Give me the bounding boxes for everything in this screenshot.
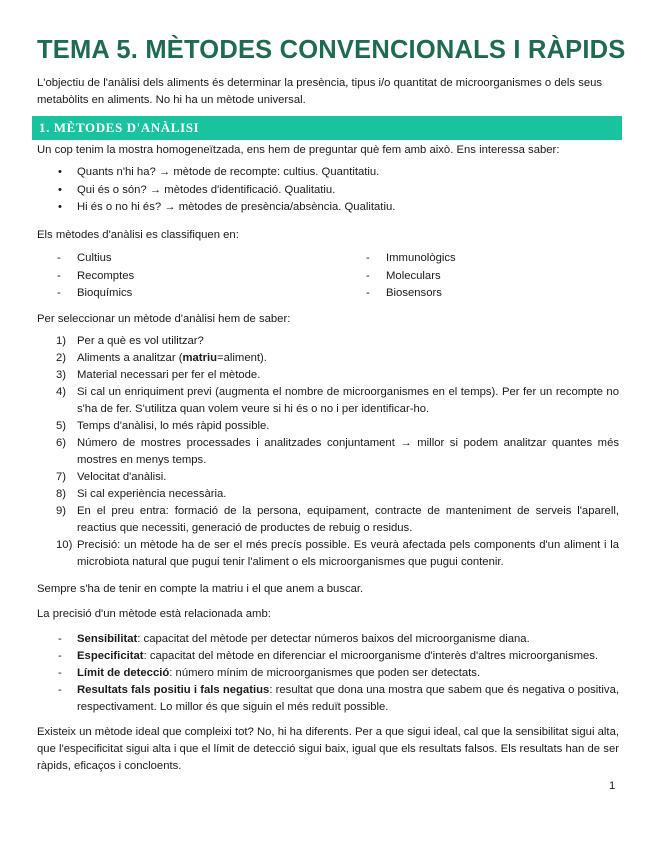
dash-marker: - xyxy=(58,650,62,662)
list-item: - Sensibilitat: capacitat del mètode per detectar números baixos del microorganisme diana. xyxy=(37,631,619,648)
selection-intro: Per seleccionar un mètode d'anàlisi hem de saber: xyxy=(37,313,291,325)
dash-marker: - xyxy=(58,667,62,679)
list-item: 4) Si cal un enriquiment previ (augmenta el nombre de microorganismes en el temps). Per fer un recompte no s'ha de fer. S'utilitza quan volem veure si hi és o no i per identificar-ho. xyxy=(56,386,619,415)
criteria-list xyxy=(37,333,619,571)
list-item: 3) Material necessari per fer el mètode. xyxy=(37,367,619,384)
list-number: 9) xyxy=(56,505,67,517)
classes-right-list xyxy=(346,250,456,303)
list-item: - Immunològics xyxy=(346,250,456,268)
list-item: - Límit de detecció: número mínim de microorganismes que poden ser detectats. xyxy=(37,665,619,682)
list-item: 7) Velocitat d'anàlisi. xyxy=(37,469,619,486)
intro-paragraph: L'objectiu de l'anàlisi dels aliments és determinar la presència, tipus i/o quantitat de microorganismes o dels seus metabòlits en aliments. No hi ha un mètode universal. xyxy=(37,77,603,106)
list-item: - Biosensors xyxy=(346,285,456,303)
list-item: - Moleculars xyxy=(346,268,456,286)
section-header-bar xyxy=(32,116,622,140)
list-item: 5) Temps d'anàlisi, lo més ràpid possible. xyxy=(37,418,619,435)
list-number: 5) xyxy=(56,420,67,432)
list-item: 10) Precisió: un mètode ha de ser el més precís possible. Es veurà afectada pels components d'un aliment i la microbiota natural que pugui tenir l'aliment o els microorganismes que pugui contenir. xyxy=(56,539,619,568)
list-item: 6) Número de mostres processades i analitzades conjuntament → millor si podem analitzar quantes més mostres en menys temps. xyxy=(56,437,619,466)
dash-marker: - xyxy=(57,287,61,300)
list-item: - Especificitat: capacitat del mètode en diferenciar el microorganisme d'interès d'altres microorganismes. xyxy=(37,648,619,665)
precision-list xyxy=(37,631,619,716)
list-item: - Resultats fals positiu i fals negatius: resultat que dona una mostra que sabem que és negativa o positiva, respectivament. Lo millor és que siguin el més reduït possible. xyxy=(58,684,619,713)
dash-marker: - xyxy=(57,269,61,282)
list-number: 3) xyxy=(56,369,67,381)
list-number: 8) xyxy=(56,488,67,500)
classes-left-list xyxy=(37,250,134,303)
list-item: 9) En el preu entra: formació de la persona, equipament, contracte de manteniment de serveis l'aparell, reactius que necessiti, generació de productes de rebuig o residus. xyxy=(56,505,619,534)
questions-list xyxy=(37,164,395,217)
dash-marker: - xyxy=(58,684,62,696)
dash-marker: - xyxy=(57,252,61,264)
page-number: 1 xyxy=(609,780,616,792)
list-item: - Recomptes xyxy=(37,268,134,286)
dash-marker: - xyxy=(366,252,370,264)
list-number: 2) xyxy=(56,352,67,364)
bullet-icon: • xyxy=(58,201,62,213)
dash-marker: - xyxy=(366,287,370,300)
list-item: 8) Si cal experiència necessària. xyxy=(37,486,619,503)
bold-term: Sensibilitat xyxy=(77,633,138,645)
list-item: • Hi és o no hi és? → mètodes de presència/absència. Qualitatiu. xyxy=(37,199,395,217)
list-number: 4) xyxy=(56,386,67,398)
conclusion-paragraph: Existeix un mètode ideal que compleixi tot? No, hi ha diferents. Per a que sigui ideal, cal que la sensibilitat sigui alta, que l'especificitat sigui alta i que el límit de detecció sigui baix, igual que els resultats falsos. Els resultats han de ser ràpids, eficaços i concloents. xyxy=(37,726,619,772)
list-item: - Bioquímics xyxy=(37,285,134,303)
bold-term: Límit de detecció xyxy=(77,667,170,679)
bold-term: Resultats fals positiu i fals negatius xyxy=(77,684,270,696)
bullet-icon: • xyxy=(58,183,62,196)
list-number: 7) xyxy=(56,471,67,483)
matrix-note: Sempre s'ha de tenir en compte la matriu i el que anem a buscar. xyxy=(37,583,364,595)
dash-marker: - xyxy=(366,269,370,282)
list-item: • Quants n'hi ha? → mètode de recompte: cultius. Quantitatiu. xyxy=(37,164,395,182)
list-item: - Cultius xyxy=(37,250,134,268)
bold-term: matriu xyxy=(182,352,218,364)
bold-term: Especificitat xyxy=(77,650,144,662)
bullet-icon: • xyxy=(58,166,62,178)
page-title: TEMA 5. MÈTODES CONVENCIONALS I RÀPIDS xyxy=(37,36,626,64)
list-number: 1) xyxy=(56,335,67,347)
dash-marker: - xyxy=(58,633,62,645)
classification-intro: Els mètodes d'anàlisi es classifiquen en: xyxy=(37,229,239,241)
list-number: 6) xyxy=(56,437,67,449)
list-item: • Qui és o són? → mètodes d'identificació. Qualitatiu. xyxy=(37,182,395,200)
list-item: 1) Per a què es vol utilitzar? xyxy=(37,333,619,350)
list-number: 10) xyxy=(56,539,73,551)
section-title: 1. MÈTODES D'ANÀLISI xyxy=(39,120,200,135)
list-item: 2) Aliments a analitzar (matriu=aliment). xyxy=(37,350,619,367)
question-intro: Un cop tenim la mostra homogeneïtzada, ens hem de preguntar què fem amb això. Ens interessa saber: xyxy=(37,144,560,156)
precision-intro: La precisió d'un mètode està relacionada amb: xyxy=(37,608,271,620)
